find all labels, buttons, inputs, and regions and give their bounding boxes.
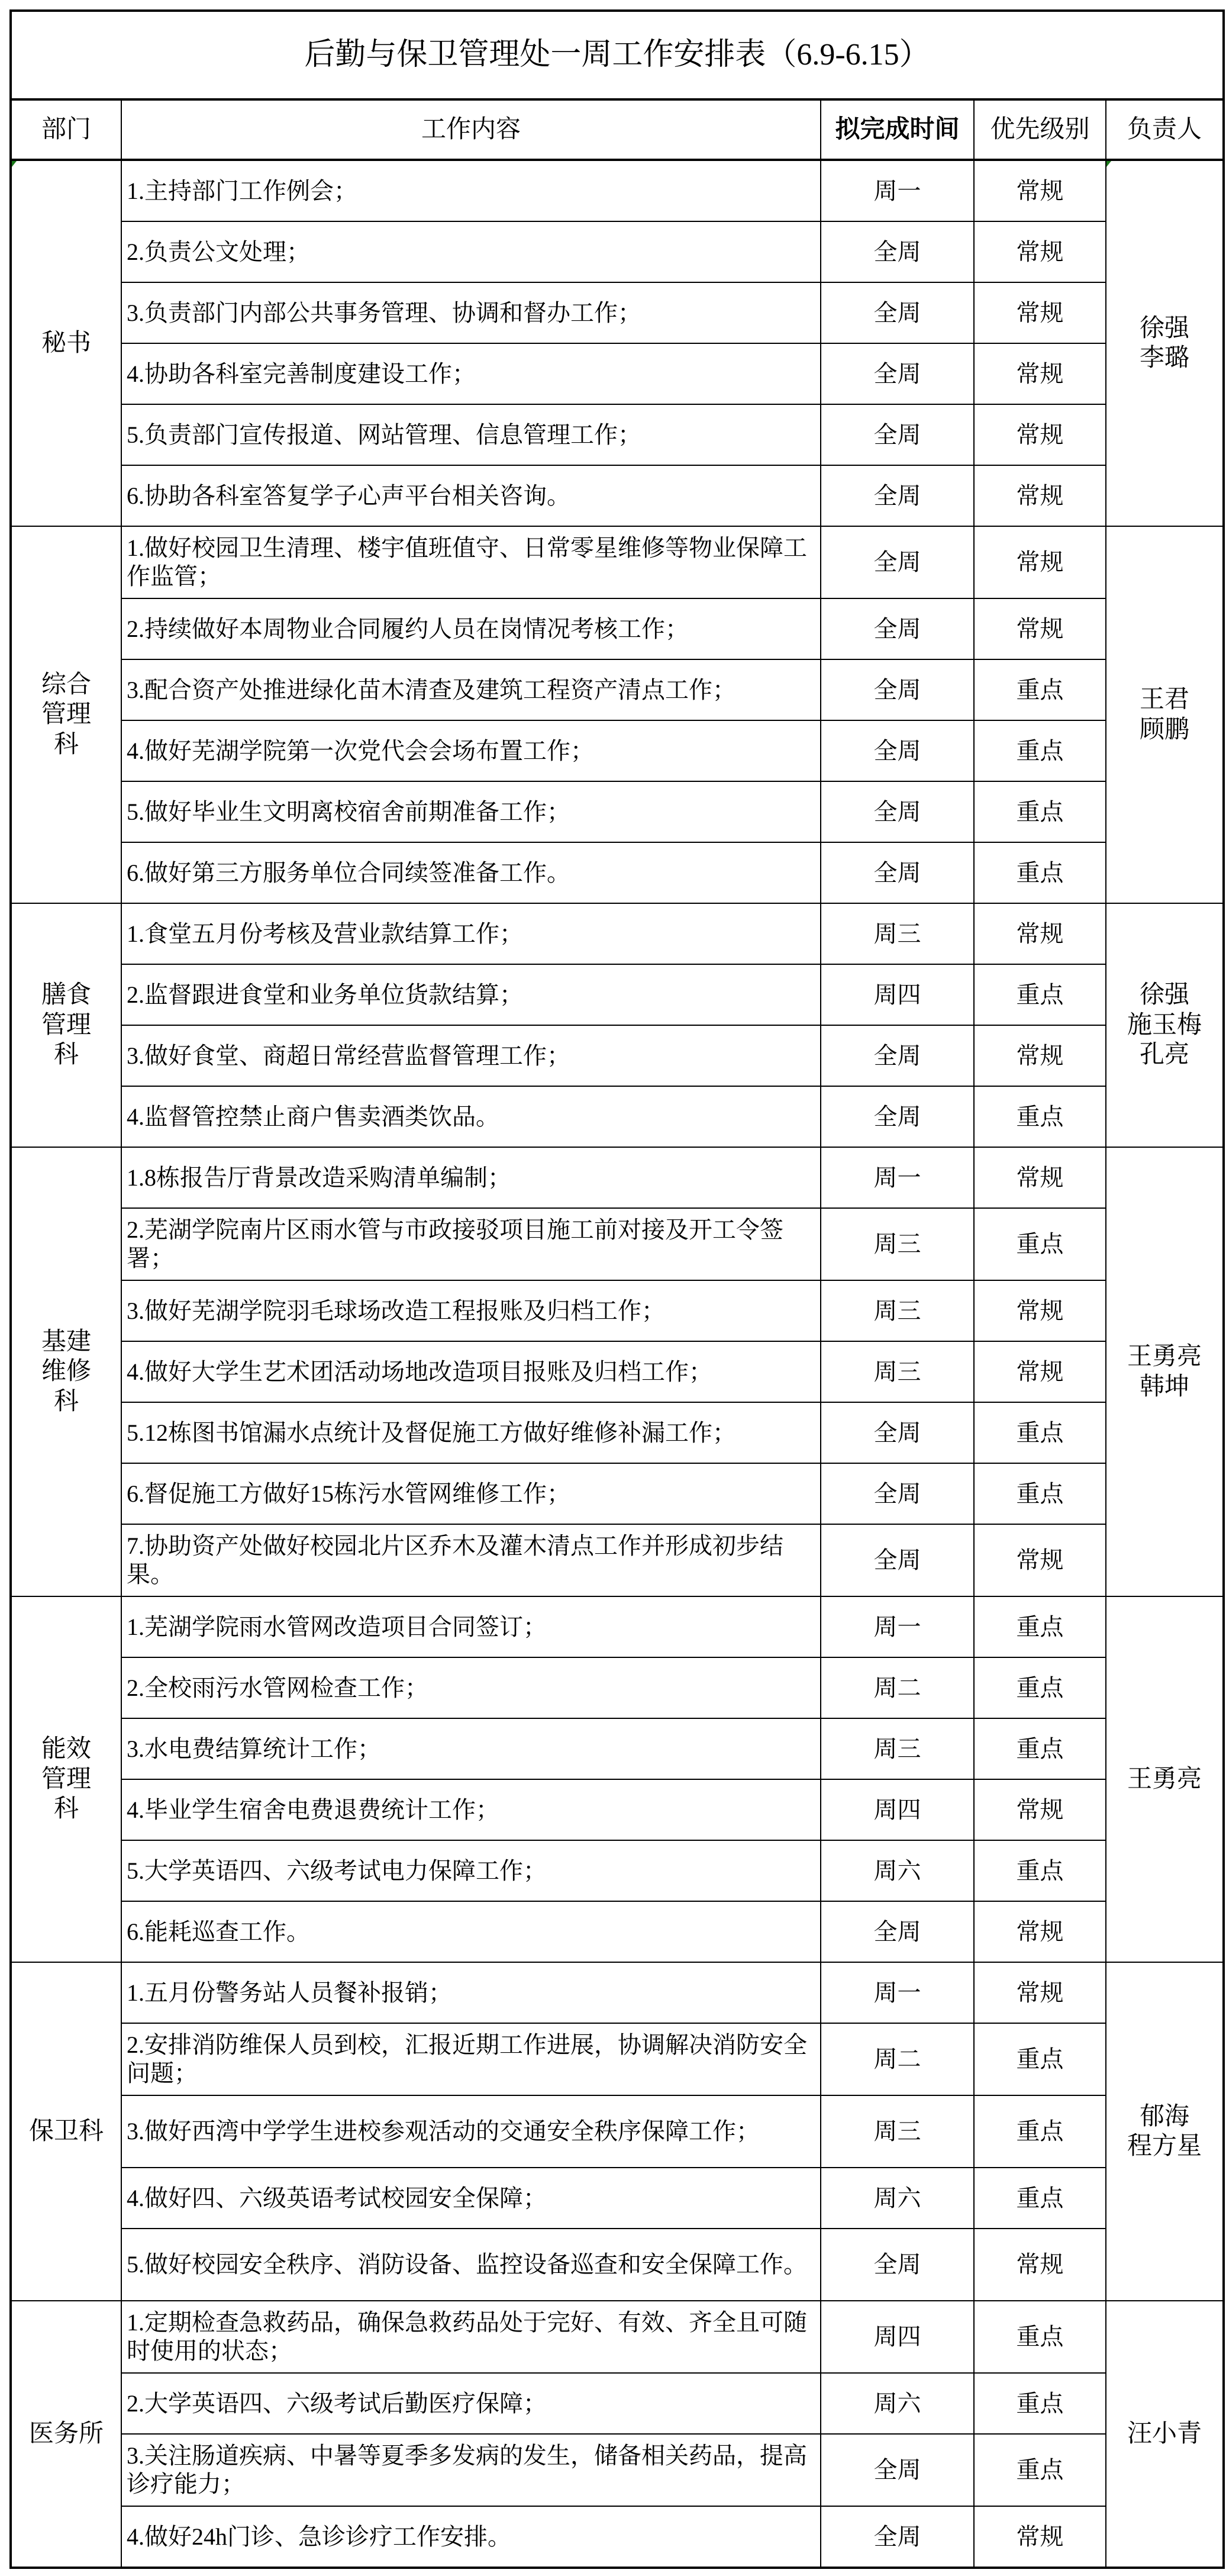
table-row <box>11 2229 1224 2301</box>
task-time: 全周 <box>821 2506 974 2568</box>
header-content: 工作内容 <box>121 99 821 160</box>
task-content: 3.做好西湾中学学生进校参观活动的交通安全秩序保障工作； <box>121 2095 821 2168</box>
task-time: 周一 <box>821 1962 974 2023</box>
task-priority: 重点 <box>974 659 1106 720</box>
owner-name: 王勇亮 <box>1127 1343 1202 1371</box>
task-time: 全周 <box>821 343 974 404</box>
task-priority: 重点 <box>974 2023 1106 2095</box>
table-row <box>11 160 1224 221</box>
comment-marker-icon <box>12 161 17 167</box>
table-row <box>11 1402 1224 1463</box>
owner-cell <box>1106 1596 1224 1962</box>
task-content: 3.水电费结算统计工作； <box>121 1718 821 1779</box>
table-row <box>11 2023 1224 2095</box>
owner-name: 孔亮 <box>1139 1041 1189 1069</box>
task-time: 周三 <box>821 1208 974 1280</box>
task-content: 6.做好第三方服务单位合同续签准备工作。 <box>121 842 821 903</box>
dept-cell: 膳食管理科 <box>11 903 121 1147</box>
task-time: 周一 <box>821 160 974 221</box>
table-row <box>11 404 1224 465</box>
table-row <box>11 2301 1224 2373</box>
task-content: 2.大学英语四、六级考试后勤医疗保障； <box>121 2373 821 2434</box>
task-priority: 常规 <box>974 1962 1106 2023</box>
task-content: 6.能耗巡查工作。 <box>121 1901 821 1962</box>
task-priority: 重点 <box>974 2434 1106 2506</box>
task-time: 周四 <box>821 964 974 1025</box>
task-time: 全周 <box>821 720 974 781</box>
task-time: 全周 <box>821 1463 974 1524</box>
task-content: 5.12栋图书馆漏水点统计及督促施工方做好维修补漏工作； <box>121 1402 821 1463</box>
task-content: 1.8栋报告厅背景改造采购清单编制； <box>121 1147 821 1208</box>
comment-marker-icon <box>1106 161 1111 167</box>
task-time: 周三 <box>821 1341 974 1402</box>
task-priority: 常规 <box>974 2229 1106 2301</box>
dept-cell: 综合管理科 <box>11 526 121 903</box>
task-priority: 重点 <box>974 2301 1106 2373</box>
table-row <box>11 1657 1224 1718</box>
header-priority: 优先级别 <box>974 99 1106 160</box>
table-row <box>11 343 1224 404</box>
owner-cell <box>1106 903 1224 1147</box>
table-row <box>11 2168 1224 2229</box>
owner-name: 郁海 <box>1139 2102 1189 2130</box>
table-row <box>11 1086 1224 1147</box>
task-time: 全周 <box>821 2229 974 2301</box>
table-row <box>11 2506 1224 2568</box>
task-content: 3.做好芜湖学院羽毛球场改造工程报账及归档工作； <box>121 1280 821 1341</box>
task-priority: 常规 <box>974 1280 1106 1341</box>
task-priority: 重点 <box>974 964 1106 1025</box>
table-row <box>11 1025 1224 1086</box>
table-row <box>11 842 1224 903</box>
task-content: 1.五月份警务站人员餐补报销； <box>121 1962 821 2023</box>
task-content: 1.定期检查急救药品，确保急救药品处于完好、有效、齐全且可随时使用的状态； <box>121 2301 821 2373</box>
task-content: 2.安排消防维保人员到校，汇报近期工作进展，协调解决消防安全问题； <box>121 2023 821 2095</box>
task-time: 周六 <box>821 1840 974 1901</box>
task-priority: 常规 <box>974 404 1106 465</box>
task-content: 5.做好校园安全秩序、消防设备、监控设备巡查和安全保障工作。 <box>121 2229 821 2301</box>
task-priority: 常规 <box>974 160 1106 221</box>
task-content: 5.做好毕业生文明离校宿舍前期准备工作； <box>121 781 821 842</box>
task-time: 周一 <box>821 1147 974 1208</box>
table-row <box>11 221 1224 282</box>
table-row <box>11 1463 1224 1524</box>
owner-cell <box>1106 1962 1224 2301</box>
table-row <box>11 1840 1224 1901</box>
table-row <box>11 2095 1224 2168</box>
table-row <box>11 1280 1224 1341</box>
owner-name: 汪小青 <box>1127 2420 1202 2448</box>
task-priority: 重点 <box>974 2095 1106 2168</box>
owner-name: 徐强 <box>1139 981 1189 1009</box>
table-row <box>11 598 1224 659</box>
task-content: 4.毕业学生宿舍电费退费统计工作； <box>121 1779 821 1840</box>
task-time: 周三 <box>821 1718 974 1779</box>
table-row <box>11 1596 1224 1657</box>
task-priority: 常规 <box>974 1901 1106 1962</box>
owner-name: 程方星 <box>1127 2133 1202 2160</box>
dept-cell: 保卫科 <box>11 1962 121 2301</box>
task-priority: 常规 <box>974 1779 1106 1840</box>
task-time: 周二 <box>821 2023 974 2095</box>
owner-name: 顾鹏 <box>1139 716 1189 743</box>
task-time: 全周 <box>821 526 974 598</box>
task-content: 2.持续做好本周物业合同履约人员在岗情况考核工作； <box>121 598 821 659</box>
header-dept: 部门 <box>11 99 121 160</box>
task-time: 全周 <box>821 221 974 282</box>
owner-name: 徐强 <box>1139 314 1189 342</box>
task-priority: 常规 <box>974 282 1106 343</box>
schedule-table <box>9 9 1225 2569</box>
table-row <box>11 282 1224 343</box>
task-priority: 重点 <box>974 842 1106 903</box>
task-content: 3.配合资产处推进绿化苗木清查及建筑工程资产清点工作； <box>121 659 821 720</box>
table-row <box>11 720 1224 781</box>
task-priority: 重点 <box>974 2168 1106 2229</box>
owner-cell <box>1106 160 1224 526</box>
task-time: 全周 <box>821 1901 974 1962</box>
task-priority: 重点 <box>974 1463 1106 1524</box>
owner-cell <box>1106 526 1224 903</box>
table-row <box>11 1147 1224 1208</box>
task-time: 全周 <box>821 1524 974 1596</box>
table-row <box>11 2373 1224 2434</box>
table-row <box>11 1208 1224 1280</box>
task-content: 3.负责部门内部公共事务管理、协调和督办工作； <box>121 282 821 343</box>
task-content: 4.做好芜湖学院第一次党代会会场布置工作； <box>121 720 821 781</box>
task-time: 周四 <box>821 2301 974 2373</box>
task-priority: 常规 <box>974 1341 1106 1402</box>
task-time: 全周 <box>821 842 974 903</box>
task-priority: 重点 <box>974 781 1106 842</box>
task-priority: 重点 <box>974 1718 1106 1779</box>
task-content: 6.协助各科室答复学子心声平台相关咨询。 <box>121 465 821 526</box>
dept-cell: 能效管理科 <box>11 1596 121 1962</box>
table-row <box>11 1524 1224 1596</box>
task-content: 2.全校雨污水管网检查工作； <box>121 1657 821 1718</box>
task-priority: 重点 <box>974 1596 1106 1657</box>
table-row <box>11 2434 1224 2506</box>
task-priority: 常规 <box>974 598 1106 659</box>
task-content: 7.协助资产处做好校园北片区乔木及灌木清点工作并形成初步结果。 <box>121 1524 821 1596</box>
table-row <box>11 1718 1224 1779</box>
header-owner: 负责人 <box>1106 99 1224 160</box>
task-time: 全周 <box>821 465 974 526</box>
task-time: 周三 <box>821 903 974 964</box>
task-content: 5.大学英语四、六级考试电力保障工作； <box>121 1840 821 1901</box>
owner-name: 施玉梅 <box>1127 1011 1202 1039</box>
task-time: 全周 <box>821 598 974 659</box>
header-row <box>11 99 1224 160</box>
task-priority: 常规 <box>974 1524 1106 1596</box>
task-priority: 常规 <box>974 1147 1106 1208</box>
table-row <box>11 465 1224 526</box>
table-row <box>11 903 1224 964</box>
table-row <box>11 781 1224 842</box>
task-time: 周六 <box>821 2168 974 2229</box>
task-time: 全周 <box>821 282 974 343</box>
task-content: 4.协助各科室完善制度建设工作； <box>121 343 821 404</box>
task-content: 1.食堂五月份考核及营业款结算工作； <box>121 903 821 964</box>
owner-name: 韩坤 <box>1139 1373 1189 1400</box>
dept-cell: 基建维修科 <box>11 1147 121 1596</box>
task-content: 6.督促施工方做好15栋污水管网维修工作； <box>121 1463 821 1524</box>
task-time: 周一 <box>821 1596 974 1657</box>
task-time: 周二 <box>821 1657 974 1718</box>
task-time: 周四 <box>821 1779 974 1840</box>
task-content: 3.关注肠道疾病、中暑等夏季多发病的发生，储备相关药品，提高诊疗能力； <box>121 2434 821 2506</box>
title-row <box>11 11 1224 99</box>
owner-cell <box>1106 1147 1224 1596</box>
header-time: 拟完成时间 <box>821 99 974 160</box>
task-time: 全周 <box>821 1086 974 1147</box>
task-time: 全周 <box>821 404 974 465</box>
table-row <box>11 526 1224 598</box>
task-content: 4.做好24h门诊、急诊诊疗工作安排。 <box>121 2506 821 2568</box>
task-content: 2.芜湖学院南片区雨水管与市政接驳项目施工前对接及开工令签署； <box>121 1208 821 1280</box>
table-row <box>11 1341 1224 1402</box>
task-content: 1.芜湖学院雨水管网改造项目合同签订； <box>121 1596 821 1657</box>
dept-cell: 秘书 <box>11 160 121 526</box>
task-priority: 重点 <box>974 1086 1106 1147</box>
table-row <box>11 1901 1224 1962</box>
owner-name: 王君 <box>1139 686 1189 714</box>
task-priority: 重点 <box>974 720 1106 781</box>
task-priority: 常规 <box>974 903 1106 964</box>
owner-name: 王勇亮 <box>1127 1765 1202 1793</box>
task-time: 全周 <box>821 781 974 842</box>
task-content: 1.主持部门工作例会； <box>121 160 821 221</box>
task-priority: 重点 <box>974 1657 1106 1718</box>
task-content: 1.做好校园卫生清理、楼宇值班值守、日常零星维修等物业保障工作监管； <box>121 526 821 598</box>
task-content: 2.负责公文处理； <box>121 221 821 282</box>
task-time: 周六 <box>821 2373 974 2434</box>
table-row <box>11 1779 1224 1840</box>
task-time: 周三 <box>821 2095 974 2168</box>
task-priority: 常规 <box>974 526 1106 598</box>
task-priority: 常规 <box>974 1025 1106 1086</box>
task-content: 2.监督跟进食堂和业务单位货款结算； <box>121 964 821 1025</box>
task-priority: 重点 <box>974 1402 1106 1463</box>
task-time: 全周 <box>821 1025 974 1086</box>
owner-name: 李璐 <box>1139 344 1189 372</box>
task-priority: 重点 <box>974 1208 1106 1280</box>
task-content: 4.做好四、六级英语考试校园安全保障； <box>121 2168 821 2229</box>
dept-cell: 医务所 <box>11 2301 121 2568</box>
task-priority: 常规 <box>974 343 1106 404</box>
task-content: 5.负责部门宣传报道、网站管理、信息管理工作； <box>121 404 821 465</box>
task-time: 全周 <box>821 659 974 720</box>
task-content: 4.监督管控禁止商户售卖酒类饮品。 <box>121 1086 821 1147</box>
task-priority: 重点 <box>974 2373 1106 2434</box>
task-content: 4.做好大学生艺术团活动场地改造项目报账及归档工作； <box>121 1341 821 1402</box>
table-row <box>11 1962 1224 2023</box>
task-priority: 重点 <box>974 1840 1106 1901</box>
task-priority: 常规 <box>974 2506 1106 2568</box>
table-row <box>11 964 1224 1025</box>
task-priority: 常规 <box>974 221 1106 282</box>
task-time: 全周 <box>821 1402 974 1463</box>
owner-cell <box>1106 2301 1224 2568</box>
task-time: 周三 <box>821 1280 974 1341</box>
page-title: 后勤与保卫管理处一周工作安排表（6.9-6.15） <box>11 11 1224 99</box>
table-row <box>11 659 1224 720</box>
task-priority: 常规 <box>974 465 1106 526</box>
task-content: 3.做好食堂、商超日常经营监督管理工作； <box>121 1025 821 1086</box>
task-time: 全周 <box>821 2434 974 2506</box>
